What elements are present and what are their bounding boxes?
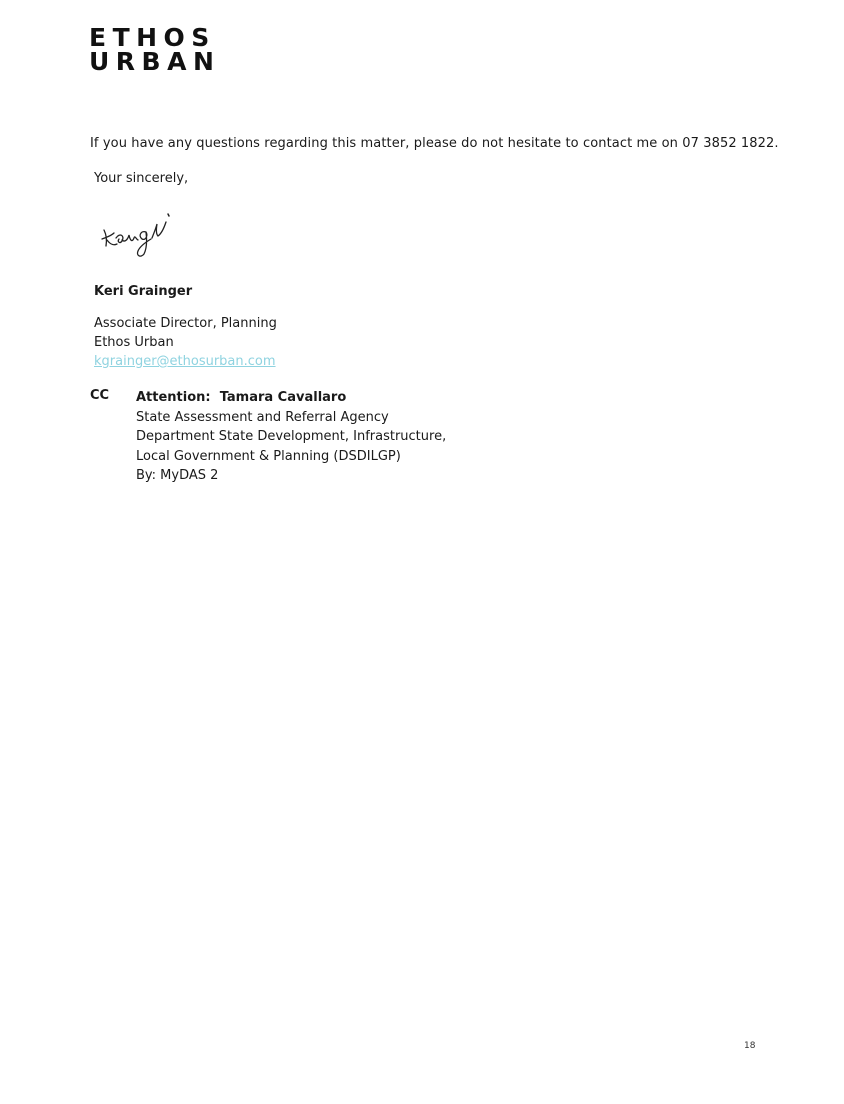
logo-line-1: ETHOS: [89, 23, 216, 52]
intro-paragraph: If you have any questions regarding this matter, please do not hesitate to contact me on 07 3852 1822.: [90, 136, 779, 151]
signatory-title: Associate Director, Planning: [94, 316, 277, 331]
cc-attention-name: Tamara Cavallaro: [219, 390, 347, 405]
signature-image: [98, 206, 174, 260]
cc-address-line: Department State Development, Infrastructure,: [136, 429, 447, 444]
cc-address-line: State Assessment and Referral Agency: [136, 409, 389, 425]
signatory-name: Keri Grainger: [94, 284, 193, 299]
page-number: 18: [744, 1041, 756, 1051]
cc-attention-label: Attention:: [136, 390, 211, 405]
cc-attention-line: [136, 388, 446, 408]
ethos-urban-logo: [89, 23, 221, 76]
signatory-company: Ethos Urban: [94, 335, 174, 350]
cc-address-line: By: MyDAS 2: [136, 468, 219, 483]
closing-salutation: Your sincerely,: [94, 171, 189, 186]
handwritten-signature: [98, 206, 174, 260]
cc-address-line: Local Government & Planning (DSDILGP): [136, 448, 401, 464]
logo-line-2: URBAN: [89, 47, 221, 76]
signatory-email-link[interactable]: kgrainger@ethosurban.com: [94, 354, 276, 369]
signatory-details: [94, 314, 277, 371]
cc-label: CC: [90, 388, 110, 403]
cc-recipient-block: [136, 388, 446, 486]
